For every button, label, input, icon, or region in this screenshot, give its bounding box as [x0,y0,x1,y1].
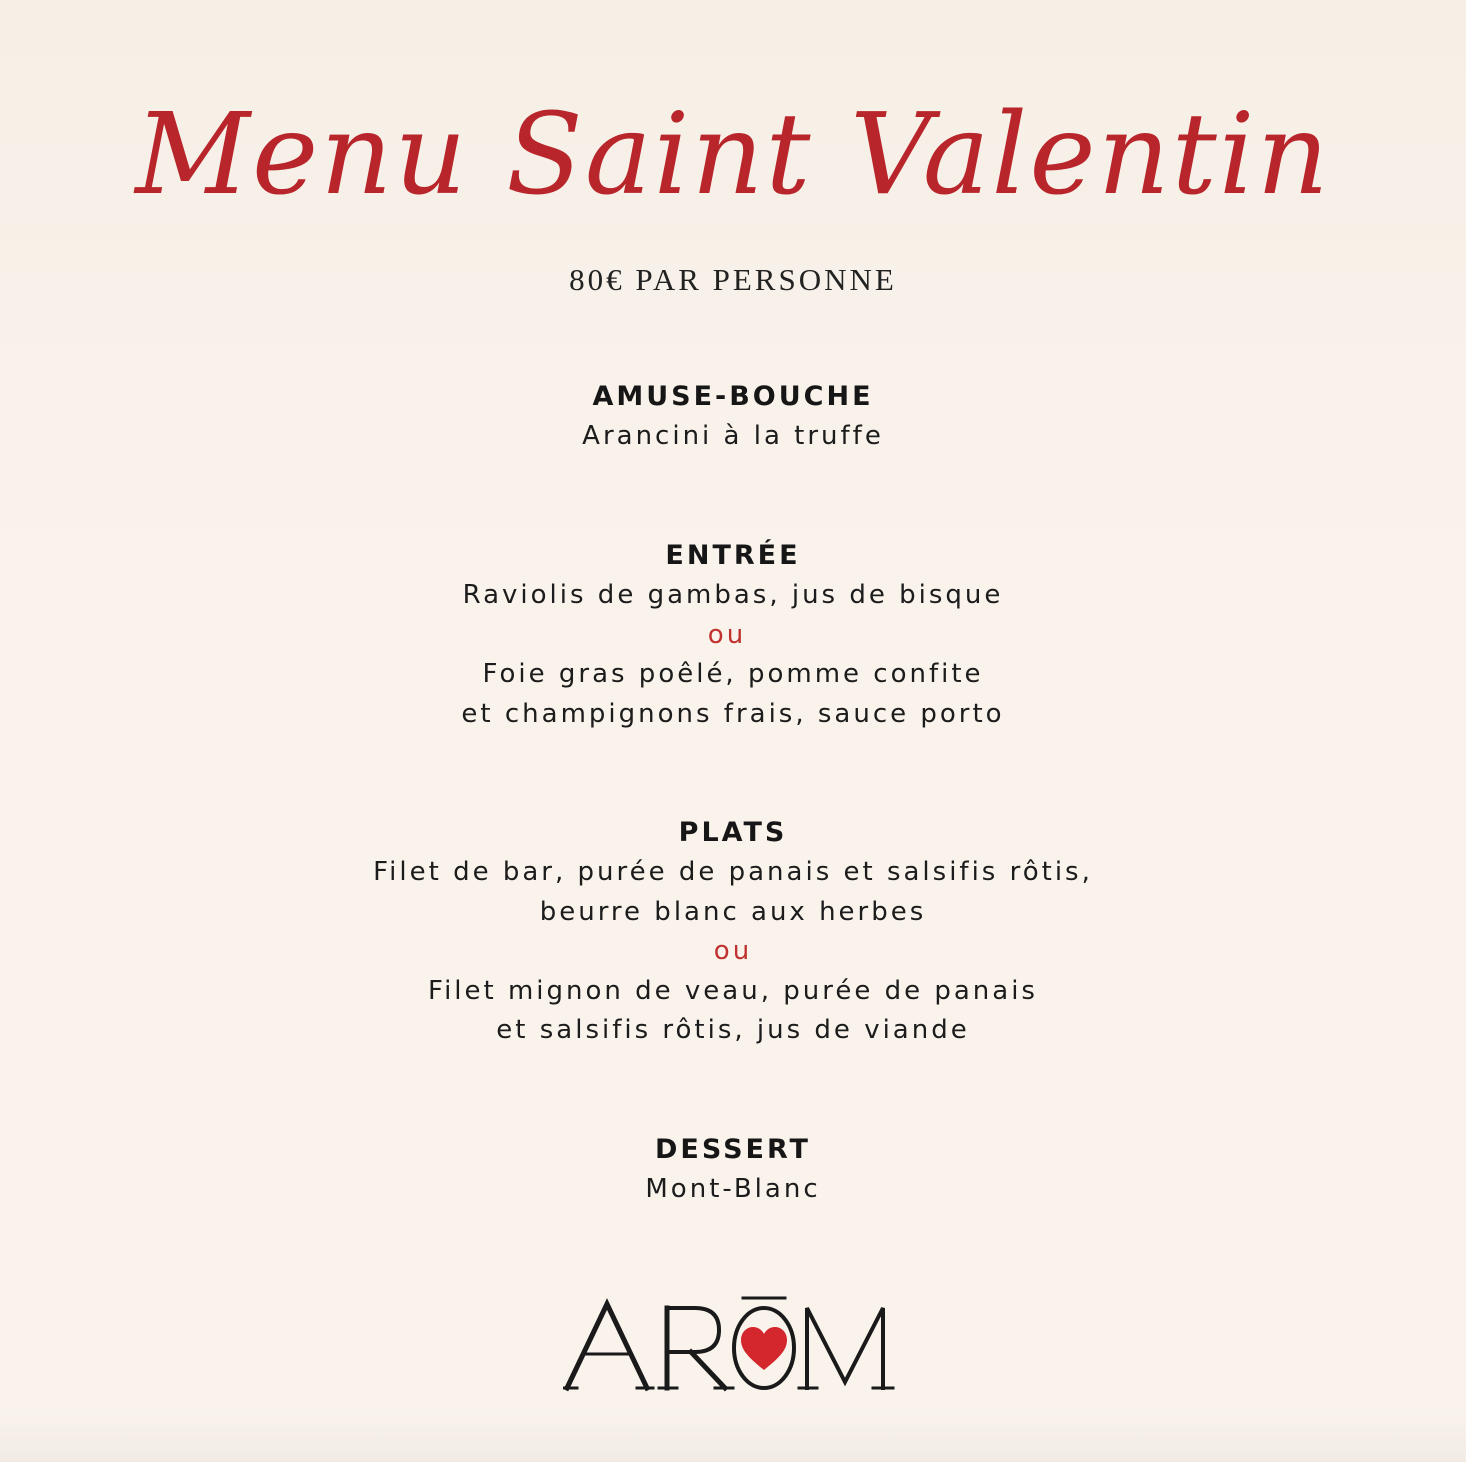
dish-line: Arancini à la truffe [582,421,884,451]
dish-line: et salsifis rôtis, jus de viande [496,1015,970,1045]
section-dessert [0,1130,1466,1210]
menu-title: Menu Saint Valentin [135,90,1331,220]
section-entree [0,536,1466,734]
section-title: ENTRÉE [665,540,801,571]
or-separator: ou [713,936,753,966]
section-amuse-bouche [0,377,1466,457]
dish-line: beurre blanc aux herbes [539,896,927,927]
dish-line: Mont-Blanc [645,1174,821,1204]
bottom-shade [0,1412,1466,1462]
section-title: PLATS [678,817,788,848]
heart-icon [741,1327,787,1370]
dish-line: Raviolis de gambas, jus de bisque [462,580,1004,610]
dish-line: et champignons frais, sauce porto [461,698,1005,729]
price-per-person: 80€ PAR PERSONNE [569,262,897,297]
dish-line: Filet de bar, purée de panais et salsifis rôtis, [373,857,1093,887]
arom-logo-mark [563,1292,903,1402]
section-plats [0,813,1466,1051]
section-title: AMUSE-BOUCHE [592,381,874,412]
section-title: DESSERT [655,1134,811,1165]
dish-line: Foie gras poêlé, pomme confite [482,659,984,689]
or-separator: ou [707,619,747,650]
arom-logo [0,1292,1466,1406]
dish-line: Filet mignon de veau, purée de panais [428,975,1038,1006]
